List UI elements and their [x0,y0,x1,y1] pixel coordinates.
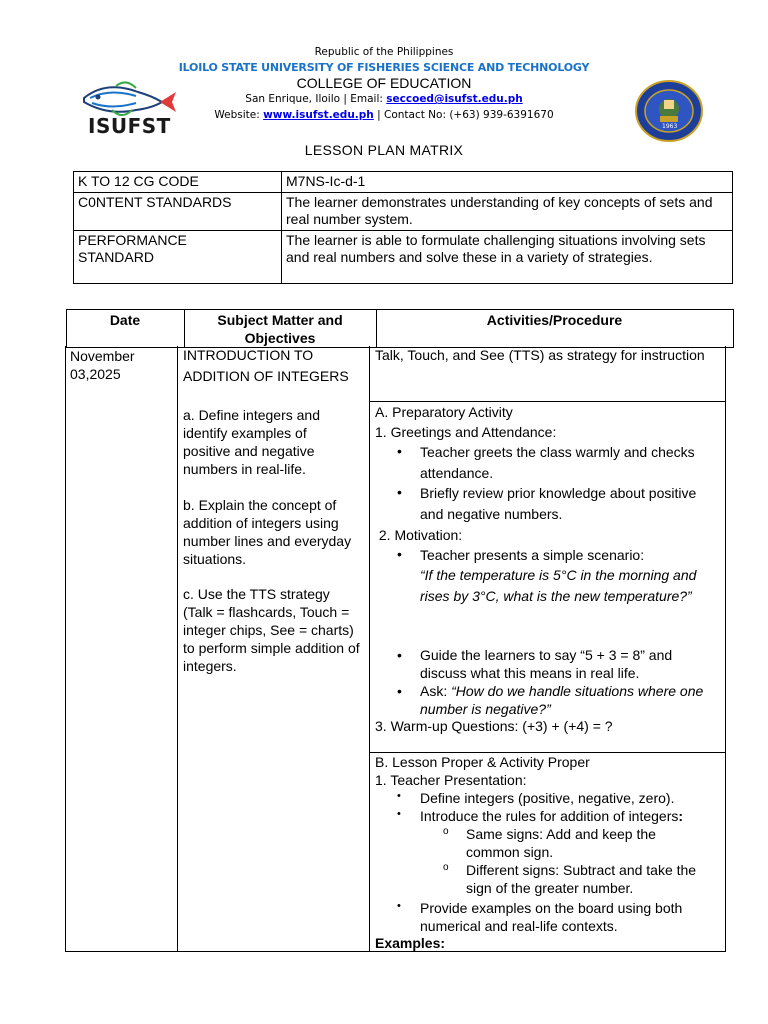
table-row [74,172,733,193]
section-a-bullet4: Guide the learners to say “5 + 3 = 8” and discuss what this means in real life. [420,647,673,681]
bullet-icon: • [397,900,401,912]
content-standards-value: The learner demonstrates understanding of key concepts of sets and real number system. [282,193,733,231]
website-label: Website: [214,109,264,121]
section-a-step2: 2. Motivation: [375,527,463,543]
examples-label: Examples: [375,935,446,951]
section-b-step1: 1. Teacher Presentation: [375,772,527,788]
info-table [73,171,733,284]
performance-standard-value: The learner is able to formulate challenging situations involving sets and real numbers and solve these in a variety of strategies. [282,231,733,284]
bullet-icon: • [397,546,402,562]
rules-text: Introduce the rules for addition of integers [420,808,679,824]
lesson-date: November 03,2025 [70,348,135,382]
rules-colon: : [678,808,684,824]
section-a-step1: 1. Greetings and Attendance: [375,424,557,440]
section-a-bullet1: Teacher greets the class warmly and checks attendance. [420,444,695,481]
address-line [0,93,768,105]
bullet-icon: • [397,683,402,699]
content-standards-label: C0NTENT STANDARDS [74,193,282,231]
address-text: San Enrique, Iloilo | Email: [245,93,387,105]
strategy-text: Talk, Touch, and See (TTS) as strategy for instruction [375,347,705,363]
objective-c: c. Use the TTS strategy (Talk = flashcards, Touch = integer chips, See = charts) to perform simple addition of integers. [183,586,360,674]
bullet-icon: • [397,443,402,459]
ask-label: Ask: [420,683,452,699]
section-a-bullet5 [420,682,710,718]
objective-b: b. Explain the concept of addition of integers using number lines and everyday situations. [183,497,352,567]
republic-line: Republic of the Philippines [314,46,454,58]
university-name: ILOILO STATE UNIVERSITY OF FISHERIES SCIENCE AND TECHNOLOGY [178,61,590,74]
cg-code-label: K TO 12 CG CODE [74,172,282,193]
cg-code-value: M7NS-Ic-d-1 [282,172,733,193]
performance-standard-label: PERFORMANCE STANDARD [74,231,282,284]
bullet-icon: • [397,808,401,820]
header-subject: Subject Matter and Objectives [217,312,343,346]
objective-a: a. Define integers and identify examples of positive and negative numbers in real-life. [183,407,320,477]
section-b-bullet3: Provide examples on the board using both numerical and real-life contexts. [420,900,683,934]
subject-title: INTRODUCTION TO ADDITION OF INTEGERS [183,347,349,384]
circle-bullet-icon: o [443,826,449,837]
section-a-title: A. Preparatory Activity [375,404,513,420]
website-link[interactable]: www.isufst.edu.ph [263,109,374,121]
section-b-title: B. Lesson Proper & Activity Proper [375,754,590,770]
table-row [74,231,733,284]
document-title: LESSON PLAN MATRIX [304,142,464,158]
section-b-bullet1: Define integers (positive, negative, zero). [420,790,675,806]
bullet-icon: • [397,484,402,500]
motivation-scenario: “If the temperature is 5°C in the morning and rises by 3°C, what is the new temperature?” [420,567,697,604]
bullet-icon: • [397,647,402,663]
seal-year: 1963 [662,123,678,130]
header-date: Date [109,312,141,328]
rule-different-signs: Different signs: Subtract and take the sign of the greater number. [466,862,697,896]
section-a-bullet2: Briefly review prior knowledge about positive and negative numbers. [420,485,697,522]
rule-same-signs: Same signs: Add and keep the common sign. [466,826,656,860]
logo-text: ISUFST [88,114,171,138]
college-name: COLLEGE OF EDUCATION [296,75,472,91]
email-link[interactable]: seccoed@isufst.edu.ph [386,93,523,105]
section-a-step3: 3. Warm-up Questions: (+3) + (+4) = ? [375,718,613,734]
website-line [0,109,768,121]
contact-number: | Contact No: (+63) 939-6391670 [373,109,554,121]
ask-question: “How do we handle situations where one number is negative?” [420,683,704,717]
section-a-bullet3: Teacher presents a simple scenario: [420,547,645,563]
header-activities: Activities/Procedure [486,312,623,328]
circle-bullet-icon: o [443,862,449,873]
table-row [74,193,733,231]
section-b-bullet2 [420,807,720,825]
bullet-icon: • [397,790,401,802]
